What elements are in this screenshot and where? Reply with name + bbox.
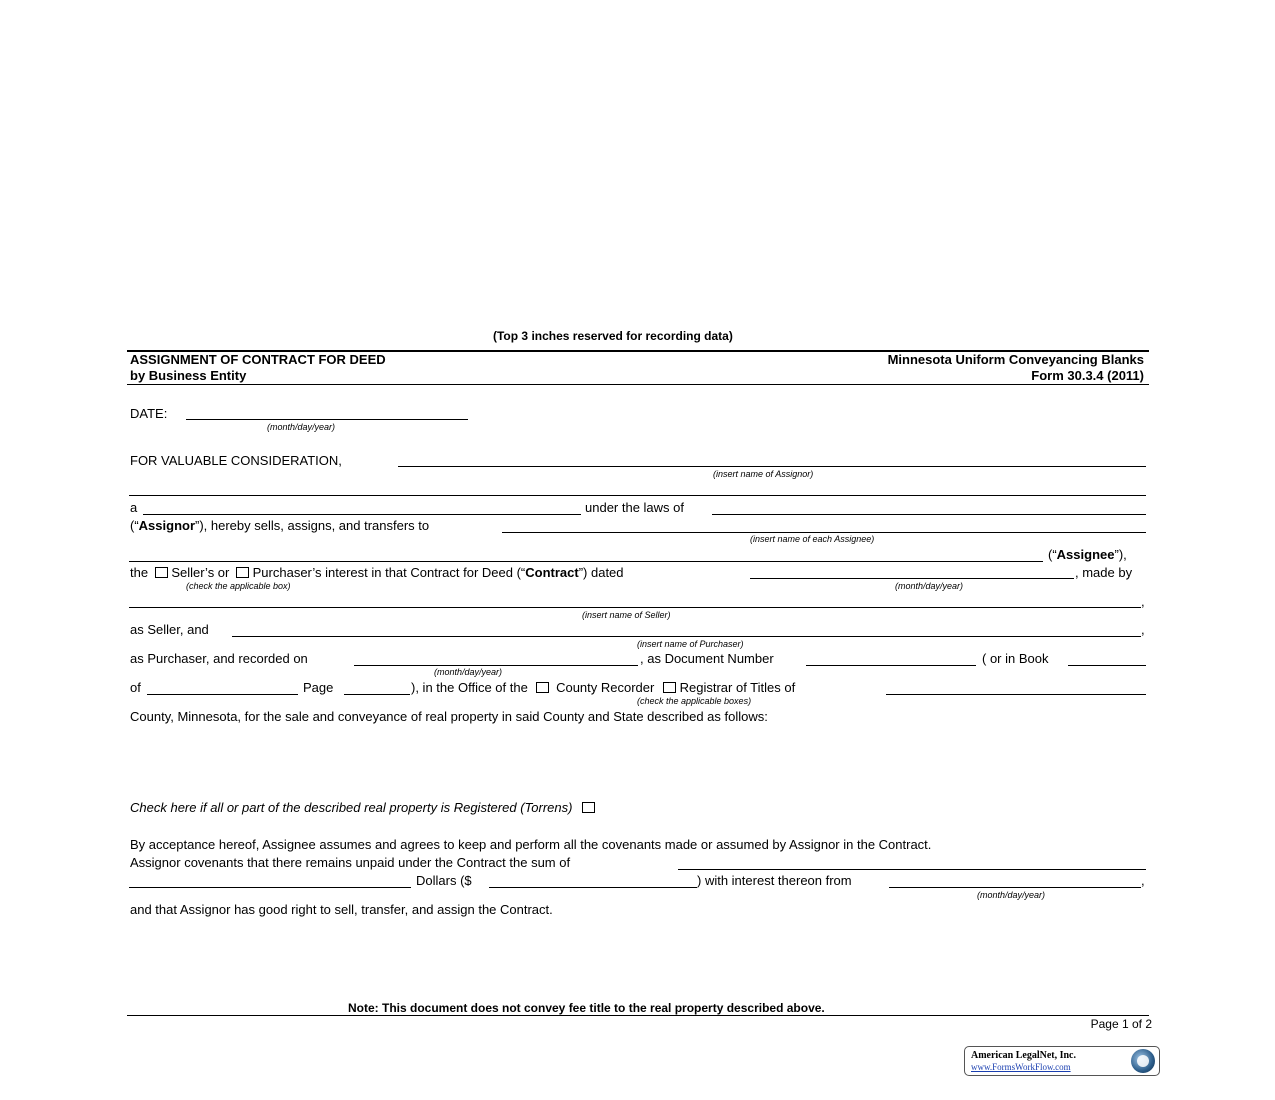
assignor-caption: (insert name of Assignor) — [713, 469, 814, 479]
registrar-checkbox[interactable] — [663, 682, 676, 693]
interest-date-caption: (month/day/year) — [977, 890, 1046, 900]
assignor-name-field[interactable] — [398, 466, 1146, 467]
torrens-line: Check here if all or part of the described real property is Registered (Torrens) — [130, 800, 595, 815]
county-recorder-checkbox[interactable] — [536, 682, 549, 693]
purchaser-comma: , — [1141, 622, 1145, 637]
county-description-text: County, Minnesota, for the sale and conveyance of real property in said County and State described as follows: — [130, 709, 768, 724]
footer-rule — [127, 1015, 1149, 1016]
interest-comma: , — [1141, 873, 1145, 888]
publisher-url[interactable]: www.FormsWorkFlow.com — [971, 1062, 1071, 1072]
book-of-field[interactable] — [147, 694, 298, 695]
purchaser-caption: (insert name of Purchaser) — [637, 639, 744, 649]
recording-reserved-note: (Top 3 inches reserved for recording data) — [493, 329, 733, 343]
form-number: Form 30.3.4 (2011) — [1031, 368, 1144, 383]
footer-note: Note: This document does not convey fee title to the real property described above. — [348, 1001, 825, 1015]
date-caption: (month/day/year) — [267, 422, 336, 432]
assignee-name-field[interactable] — [502, 532, 1146, 533]
entity-a-label: a — [130, 500, 138, 515]
recorded-date-caption: (month/day/year) — [434, 667, 503, 677]
made-by-label: , made by — [1075, 565, 1133, 580]
county-field[interactable] — [886, 694, 1146, 695]
book-field[interactable] — [1068, 665, 1146, 666]
as-seller-label: as Seller, and — [130, 622, 209, 637]
publisher-logo[interactable] — [964, 1046, 1160, 1076]
as-purchaser-label: as Purchaser, and recorded on — [130, 651, 308, 666]
acceptance-text: By acceptance hereof, Assignee assumes and agrees to keep and perform all the covenants made or assumed by Assignor in the Contract. — [130, 837, 932, 852]
assignee-label: (“Assignee”), — [1048, 547, 1127, 562]
purchaser-name-field[interactable] — [232, 636, 1141, 637]
purchaser-interest-checkbox[interactable] — [236, 567, 249, 578]
unpaid-sum-field[interactable] — [678, 869, 1146, 870]
recorded-date-field[interactable] — [354, 665, 638, 666]
unpaid-sum-words-field[interactable] — [129, 887, 411, 888]
interest-line: the Seller’s or Purchaser’s interest in that Contract for Deed (“Contract”) dated — [130, 565, 624, 580]
check-box-caption: (check the applicable box) — [186, 581, 291, 591]
assignor-name-field-2[interactable] — [129, 495, 1146, 496]
contract-date-caption: (month/day/year) — [895, 581, 964, 591]
page-number: Page 1 of 2 — [1090, 1017, 1152, 1031]
of-label: of — [130, 680, 141, 695]
globe-icon — [1131, 1049, 1155, 1073]
date-field[interactable] — [186, 419, 468, 420]
document-number-field[interactable] — [806, 665, 976, 666]
interest-label: ) with interest thereon from — [697, 873, 852, 888]
seller-interest-checkbox[interactable] — [155, 567, 168, 578]
document-number-label: , as Document Number — [640, 651, 774, 666]
office-label: ), in the Office of the County Recorder Registrar of Titles of — [411, 680, 796, 695]
laws-label: under the laws of — [585, 500, 685, 515]
check-boxes-caption: (check the applicable boxes) — [637, 696, 752, 706]
series-title: Minnesota Uniform Conveyancing Blanks — [887, 352, 1144, 367]
seller-comma: , — [1141, 594, 1145, 609]
page-label: Page — [303, 680, 334, 695]
book-label: ( or in Book — [982, 651, 1049, 666]
good-right-text: and that Assignor has good right to sell, transfer, and assign the Contract. — [130, 902, 553, 917]
covenants-text: Assignor covenants that there remains unpaid under the Contract the sum of — [130, 855, 571, 870]
state-of-organization-field[interactable] — [712, 514, 1146, 515]
consideration-label: FOR VALUABLE CONSIDERATION, — [130, 453, 342, 468]
assignee-name-field-2[interactable] — [129, 561, 1043, 562]
date-label: DATE: — [130, 406, 168, 421]
dollars-label: Dollars ($ — [416, 873, 472, 888]
form-subtitle: by Business Entity — [130, 368, 247, 383]
seller-caption: (insert name of Seller) — [582, 610, 671, 620]
assignee-caption: (insert name of each Assignee) — [750, 534, 875, 544]
seller-name-field[interactable] — [129, 607, 1141, 608]
publisher-name: American LegalNet, Inc. — [971, 1050, 1076, 1061]
contract-date-field[interactable] — [750, 578, 1074, 579]
form-title: ASSIGNMENT OF CONTRACT FOR DEED — [130, 352, 386, 367]
torrens-checkbox[interactable] — [582, 802, 595, 813]
assignor-transfer-text: (“Assignor”), hereby sells, assigns, and transfers to — [130, 518, 430, 533]
page-field[interactable] — [344, 694, 410, 695]
interest-date-field[interactable] — [889, 887, 1141, 888]
entity-type-field[interactable] — [143, 514, 581, 515]
header-bottom-rule — [127, 384, 1149, 385]
dollar-amount-field[interactable] — [489, 887, 697, 888]
